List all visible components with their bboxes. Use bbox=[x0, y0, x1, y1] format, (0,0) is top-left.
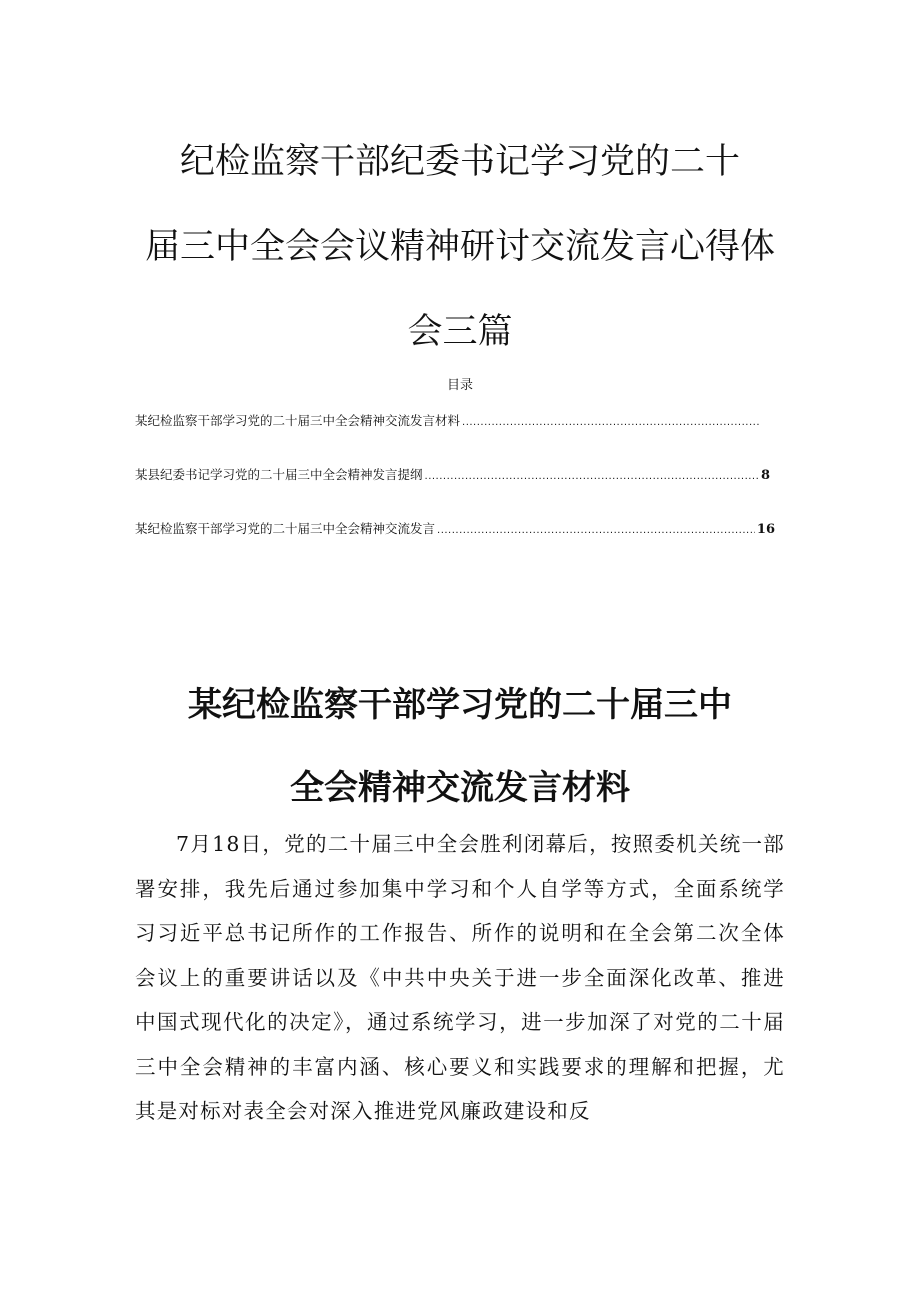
table-of-contents bbox=[135, 411, 775, 573]
toc-heading: 目录 bbox=[446, 378, 473, 393]
document-title-line-2: 届三中全会会议精神研讨交流发言心得体 bbox=[144, 227, 775, 267]
toc-entry-page: 8 bbox=[761, 468, 771, 483]
toc-entry[interactable] bbox=[135, 411, 775, 465]
article-title-line-2: 全会精神交流发言材料 bbox=[290, 768, 630, 808]
article-body-paragraph: 7月18日，党的二十届三中全会胜利闭幕后，按照委机关统一部署安排，我先后通过参加集中学习和个人自学等方式，全面系统学习习近平总书记所作的工作报告、所作的说明和在全会第二次全体会议上的重要讲话以及《中共中央关于进一步全面深化改革、推进中国式现代化的决定》，通过系统学习，进一步加深了对党的二十届三中全会精神的丰富内涵、核心要义和实践要求的理解和把握，尤其是对标对表全会对深入推进党风廉政建设和反 bbox=[135, 832, 785, 1123]
document-title-line-3: 会三篇 bbox=[407, 312, 513, 352]
toc-leader-dots bbox=[462, 417, 759, 428]
document-title-line-1: 纪检监察干部纪委书记学习党的二十 bbox=[179, 142, 740, 182]
toc-entry-label: 某纪检监察干部学习党的二十届三中全会精神交流发言 bbox=[135, 521, 436, 536]
toc-leader-dots bbox=[437, 525, 755, 536]
toc-entry-label: 某县纪委书记学习党的二十届三中全会精神发言提纲 bbox=[135, 467, 423, 482]
toc-entry-page: 16 bbox=[756, 522, 775, 537]
toc-entry[interactable] bbox=[135, 465, 775, 519]
toc-entry[interactable] bbox=[135, 519, 775, 573]
article-title-line-1: 某纪检监察干部学习党的二十届三中 bbox=[188, 685, 732, 725]
toc-entry-label: 某纪检监察干部学习党的二十届三中全会精神交流发言材料 bbox=[135, 413, 461, 428]
toc-leader-dots bbox=[425, 471, 759, 482]
